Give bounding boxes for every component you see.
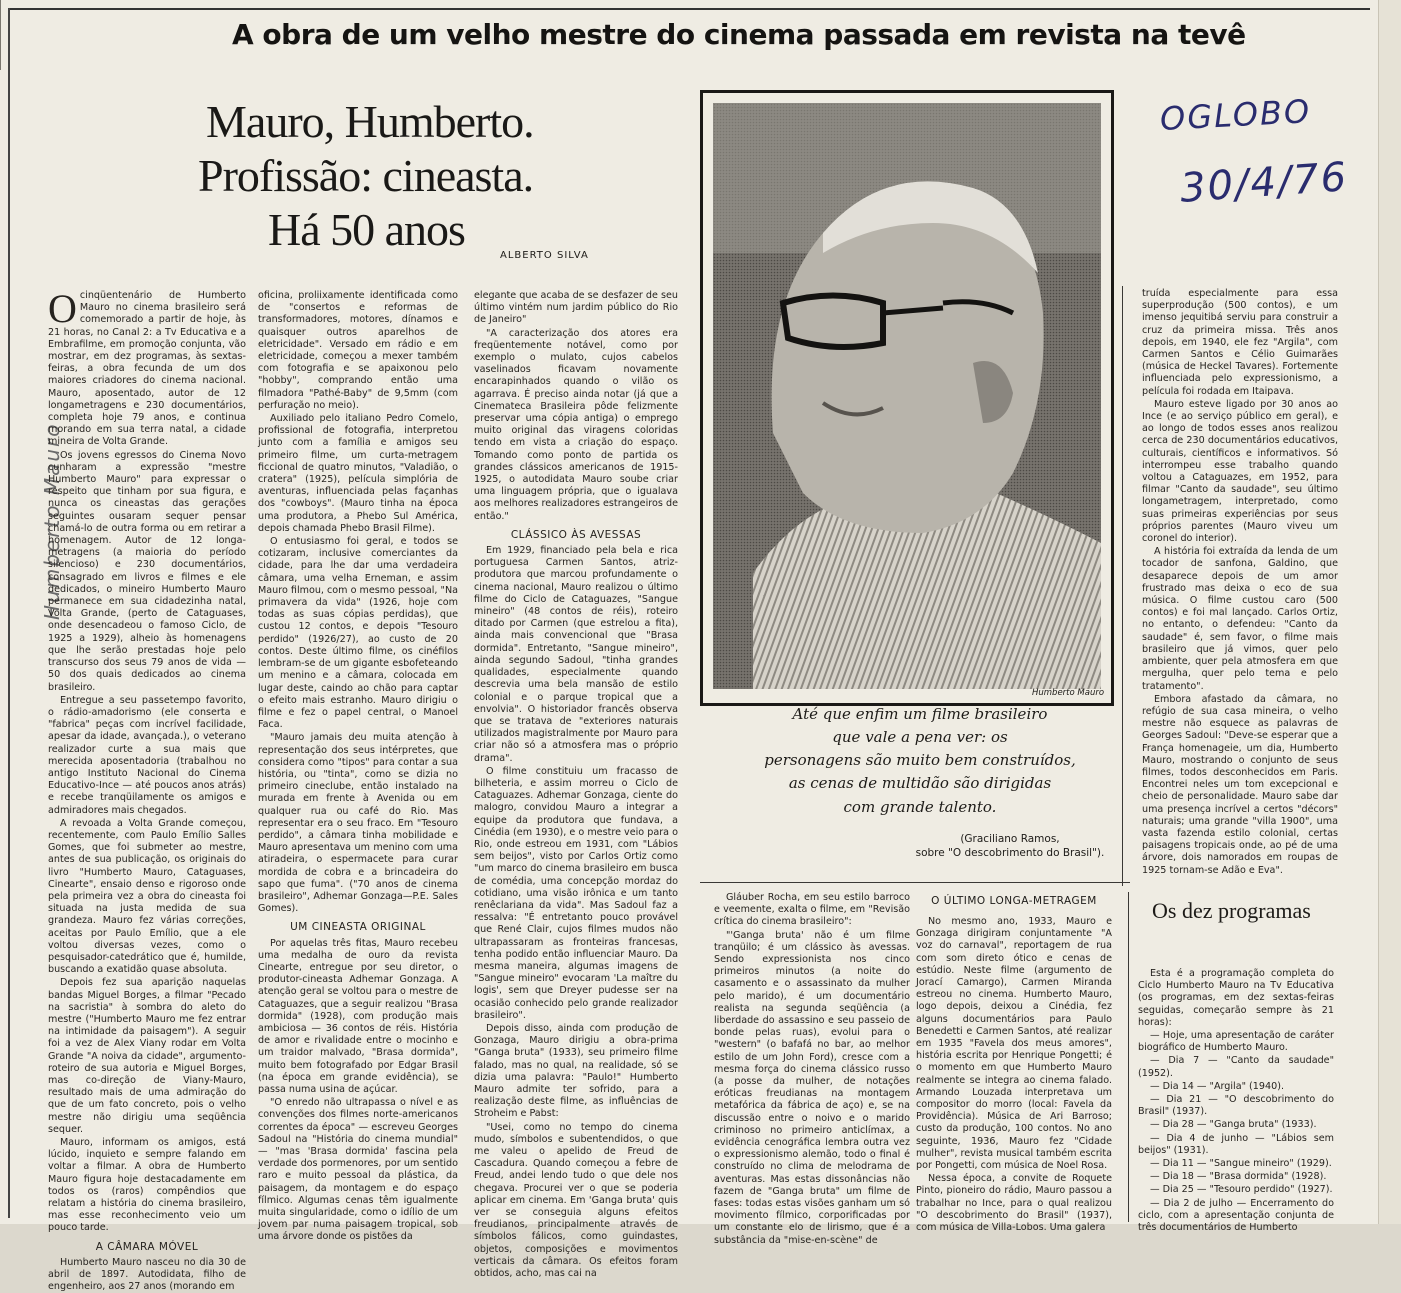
schedule-item: — Dia 14 — "Argila" (1940). bbox=[1150, 1080, 1284, 1092]
paragraph: O filme constituiu um fracasso de bilheteria, e assim morreu o Ciclo de Cataguazes. Adhemar Gonzaga, ciente do malogro, convidou Mauro a integrar a equipe da produtora que fundava, a Cinédia (em 1930), e o mestre veio para o Rio, onde estreou em 1931, com "Lábios sem beijos", visto por Carlos Ortiz como "um marco do cinema brasileiro em busca de comédia, uma concepção mordaz do cotidiano, uma visão irônica e um tanto renêclariana da vida". Mas Sadoul faz a ressalva: "É entretanto pouco provável que René Clair, cujos filmes mudos não ultrapassaram as fronteiras francesas, tenha podido então influenciar Mauro. Da mesma maneira, algumas imagens de "Sangue mineiro" evocaram 'La maître du logis', sem que Dreyer pudesse ser na ocasião conhecido pelo grande realizador brasileiro". bbox=[474, 765, 678, 1021]
pull-quote-line: que vale a pena ver: os bbox=[832, 728, 1008, 746]
paragraph: truída especialmente para essa superprodução (500 contos), e um imenso jequitibá serviu para construir a cruz da primeira missa. Três anos depois, em 1940, ele fez "Argila", com Carmen Santos e Célio Guimarães (música de Heckel Tavares). Fortemente influenciada pelo expressionismo, a película foi rodada em Itaipava. bbox=[1142, 288, 1338, 397]
fold-line bbox=[0, 0, 1, 70]
headline-line-3: Há 50 anos bbox=[268, 204, 465, 255]
byline: ALBERTO SILVA bbox=[500, 250, 589, 261]
pull-quote-source: (Graciliano Ramos, bbox=[960, 833, 1060, 845]
paragraph: Auxiliado pelo italiano Pedro Comelo, profissional de fotografia, interpretou junto com a família e amigos seu primeiro filme, um curta-metragem ficcional de quatro minutos, "Valadião, o cratera" (1925), película simplória de aventuras, influenciada pelas façanhas dos "cowboys". (Mauro tinha na época uma produtora, a Phebo Sul América, depois chamada Phebo Brasil Filme). bbox=[258, 413, 458, 534]
supertitle: A obra de um velho mestre do cinema passada em revista na tevê bbox=[232, 18, 1246, 51]
handwritten-newspaper-name: OGLOBO bbox=[1159, 92, 1313, 138]
headline-line-2: Profissão: cineasta. bbox=[198, 150, 534, 201]
schedule-item: — Dia 2 de julho — Encerramento do ciclo, com a apresentação conjunta de três documentários de Humberto bbox=[1138, 1197, 1334, 1234]
program-schedule bbox=[1138, 968, 1334, 1234]
paragraph: Os jovens egressos do Cinema Novo cunharam a expressão "mestre Humberto Mauro" para expressar o respeito que tinham por sua figura, e nunca os cineastas das gerações seguintes ousaram sequer pensar chamá-lo de outra forma ou em retirar a homenagem. Autor de 12 longa-metragens (a maioria do período silencioso) e 230 documentários, consagrado em livros e filmes e ele dedicados, o mineiro Humberto Mauro permanece em sua cidadezinha natal, Volta Grande, (perto de Cataguases, onde desencadeou o famoso Ciclo, de 1925 a 1929), alheio às homenagens que lhe serão prestadas hoje pelo transcurso dos seus 79 anos de vida — 50 dos quais dedicados ao cinema brasileiro. bbox=[48, 449, 246, 693]
paragraph: Por aquelas três fitas, Mauro recebeu uma medalha de ouro da revista Cinearte, entregue por seu diretor, o produtor-cineasta Adhemar Gonzaga. A atenção geral se voltou para o mestre de Cataguazes, que a seguir realizou "Brasa dormida" (1928), com produção mais ambiciosa — 36 contos de réis. História de amor e rivalidade entre o mocinho e um traidor malvado, "Brasa dormida", muito bem fotografado por Edgar Brasil (na época em grande evidência), se passa numa usina de açúcar. bbox=[258, 937, 458, 1095]
schedule-item: — Hoje, uma apresentação de caráter biográfico de Humberto Mauro. bbox=[1138, 1030, 1334, 1054]
paragraph: "'Ganga bruta' não é um filme tranqüilo; é um clássico às avessas. Sendo expressionista nos cinco primeiros minutos (a noite do casamento e o assassinato da mulher pelo marido), é um documentário realista na segunda seqüência (a liberdade do assassino e seu passeio de bonde pelas ruas), evolui para o "western" (o bafafá no bar, ao melhor estilo de um John Ford), cresce com a mesma força do cinema clássico russo (a posse da mulher, de notações eróticas freudianas na montagem metafórica da fábrica de aço) e, se na discussão entre o noivo e o marido criminoso no primeiro anticlímax, a evidência cenográfica lembra outra vez o expressionismo alemão, todo o final é construído no clima de melodrama de aventuras. Mas estas dissonâncias não fazem de "Ganga bruta" um filme de fases: todas estas visões ganham um só movimento fílmico, corporificadas por um constante elo de lirismo, que é a substância da "mise-en-scène" de bbox=[714, 929, 910, 1246]
schedule-item: — Dia 18 — "Brasa dormida" (1928). bbox=[1150, 1171, 1327, 1183]
headline-line-1: Mauro, Humberto. bbox=[206, 96, 534, 147]
column-divider bbox=[1122, 286, 1123, 886]
paragraph: Gláuber Rocha, em seu estilo barroco e veemente, exalta o filme, em "Revisão crítica do cinema brasileiro": bbox=[714, 892, 910, 928]
left-border bbox=[8, 8, 10, 1218]
article-column-2 bbox=[258, 290, 458, 1243]
article-column-4 bbox=[1142, 288, 1338, 880]
section-heading: UM CINEASTA ORIGINAL bbox=[290, 921, 426, 934]
paragraph: "Mauro jamais deu muita atenção à representação dos seus intérpretes, que considera como "tipos" para contar a sua história, ou "tinta", como se dizia no primeiro cineclube, então instalado na murada em frente à Avenida ou em qualquer rua ou café do Rio. Mas representar era o seu fraco. Em "Tesouro perdido", a câmara tinha mobilidade e Mauro apresentava um menino com uma atiradeira, o espermacete para curar mordida de cobra e a brincadeira do sapo que fuma". ("70 anos de cinema brasileiro", Adhemar Gonzaga—P.E. Sales Gomes). bbox=[258, 732, 458, 915]
pull-quote-line: personagens são muito bem construídos, bbox=[764, 751, 1076, 769]
paragraph: "Usei, como no tempo do cinema mudo, símbolos e subentendidos, o que me valeu o apelido de Freud de Cascadura. Quando começou a febre de Freud, andei lendo tudo o que dele nos chegava. Procurei ver o que se poderia aplicar em cinema. Em 'Ganga bruta' quis ver se conseguia alguns efeitos freudianos, principalmente através de símbolos fálicos, como guindastes, objetos, composições e movimentos verticais da câmara. Os efeitos foram obtidos, acho, mas cai na bbox=[474, 1121, 678, 1280]
section-heading: CLÁSSICO ÀS AVESSAS bbox=[510, 528, 642, 541]
portrait-illustration bbox=[713, 103, 1101, 689]
handwritten-margin-note: Humberto Mauro bbox=[40, 422, 64, 620]
paragraph: cinqüentenário de Humberto Mauro no cinema brasileiro será comemorado a partir de hoje, às 21 horas, no Canal 2: a Tv Educativa e a Embrafilme, em promoção conjunta, vão mostrar, em dez programas, às sextas-feiras, a obra fecunda de um dos maiores criadores do cinema nacional. Mauro, aposentado, autor de 12 longametragens e 230 documentários, completa hoje 79 anos, e continua morando em sua terra natal, a cidade mineira de Volta Grande. bbox=[48, 290, 246, 448]
schedule-item: — Dia 25 — "Tesouro perdido" (1927). bbox=[1150, 1184, 1333, 1196]
schedule-item: — Dia 4 de junho — "Lábios sem beijos" (1931). bbox=[1138, 1132, 1334, 1156]
photo-caption: Humberto Mauro bbox=[1032, 688, 1105, 698]
schedule-item: — Dia 21 — "O descobrimento do Brasil" (1937). bbox=[1138, 1094, 1334, 1118]
schedule-item: — Dia 7 — "Canto da saudade" (1952). bbox=[1138, 1055, 1334, 1079]
paragraph: O entusiasmo foi geral, e todos se cotizaram, inclusive comerciantes da cidade, para lhe dar uma verdadeira câmara, uma velha Erneman, e assim Mauro filmou, com o mesmo pessoal, "Na primavera da vida" (1926, hoje com todas as suas cópias perdidas), que custou 12 contos, e depois "Tesouro perdido" (1926/27), ao custo de 20 contos. Deste último filme, os cinéfilos lembram-se de um gigante esbofeteando um menino e a câmara, colocada em lugar deste, caindo ao chão para captar o efeito mais estranho. Mauro dirigiu o filme e fez o papel central, o Manoel Faca. bbox=[258, 536, 458, 731]
drop-cap: O bbox=[48, 286, 77, 331]
paragraph: Depois fez sua aparição naquelas bandas Miguel Borges, a filmar "Pecado na sacristia" à sombra do aleto do mestre ("Humberto Mauro me fez entrar na intimidade da paisagem"). A seguir foi a vez de Alex Viany rodar em Volta Grande "A noiva da cidade", argumento-roteiro de sua autoria e Miguel Borges, mas co-direção de Viany-Mauro, resultado mais de uma admiração do que de um fato concreto, pois o velho mestre não dirigiu uma seqüência sequer. bbox=[48, 977, 246, 1135]
article-column-1 bbox=[48, 286, 246, 1293]
paragraph: "O enredo não ultrapassa o nível e as convenções dos filmes norte-americanos correntes da época" — escreveu Georges Sadoul na "História do cinema mundial" — "mas 'Brasa dormida' fascina pela verdade dos pormenores, por um sentido raro e muito pessoal da plástica, da paisagem, da montagem e do espaço fílmico. Algumas cenas têm igualmente muita singularidade, como o idílio de um jovem par numa paisagem tropical, sob uma árvore donde os pistões da bbox=[258, 1097, 458, 1243]
pull-quote-line: com grande talento. bbox=[843, 798, 997, 816]
pull-quote-line: as cenas de multidão são dirigidas bbox=[788, 774, 1052, 792]
schedule-item: — Dia 11 — "Sangue mineiro" (1929). bbox=[1150, 1158, 1332, 1170]
paragraph: A revoada a Volta Grande começou, recentemente, com Paulo Emílio Salles Gomes, que foi submeter ao mestre, antes de sua publicação, os originais do livro "Humberto Mauro, Cataguases, Cinearte", ensaio denso e rigoroso onde pela primeira vez a obra do cineasta foi situada na justa medida de sua grandeza. Mauro fez várias correções, aceitas por Paulo Emílio, que a ele voltou diversas vezes, como o pesquisador-catedrático que é, humilde, buscando a exatidão quase absoluta. bbox=[48, 817, 246, 976]
section-heading: O ÚLTIMO LONGA-METRAGEM bbox=[931, 895, 1097, 907]
paragraph: Mauro, informam os amigos, está lúcido, inquieto e sempre falando em voltar a filmar. A obra de Humberto Mauro figura hoje destacadamente em todos os (raros) compêndios que relatam a história do cinema brasileiro, mas esse reconhecimento veio um pouco tarde. bbox=[48, 1137, 246, 1234]
portrait-photo bbox=[713, 103, 1101, 689]
column-divider bbox=[1128, 892, 1129, 1222]
schedule-item: — Dia 28 — "Ganga bruta" (1933). bbox=[1150, 1119, 1317, 1131]
article-column-5 bbox=[714, 892, 910, 1246]
sidebar-title: Os dez programas bbox=[1152, 898, 1311, 923]
paragraph: Embora afastado da câmara, no refúgio de sua casa mineira, o velho mestre não esquece as palavras de Georges Sadoul: "Deve-se esperar que a França homenageie, um dia, Humberto Mauro, mostrando o conjunto de seus filmes, todos desconhecidos em Paris. Encontrei neles um tom excepcional e cheio de personalidade. Mauro sabe dar uma presença incrível a certos "décors" naturais; uma grande "villa 1900", uma vasta fazenda estilo colonial, certas paisagens tropicais onde, ao pé de uma árvore, dois namorados em roupas de 1925 tornam-se Adão e Eva". bbox=[1142, 693, 1338, 876]
section-heading: A CÂMARA MÓVEL bbox=[95, 1240, 199, 1253]
pull-quote-line: Até que enfim um filme brasileiro bbox=[792, 705, 1048, 723]
paragraph: oficina, proliixamente identificada como de "consertos e reformas de transformadores, motores, dínamos e quaisquer outros aparelhos de eletricidade". Versado em rádio e em eletricidade, começou a mexer também com fotografia e se apaixonou pelo "hobby", comprando então uma filmadora "Pathé-Baby" de 9,5mm (com perfuração no meio). bbox=[258, 290, 458, 411]
article-column-3 bbox=[474, 290, 678, 1280]
article-column-6 bbox=[916, 916, 1112, 1234]
paragraph: Depois disso, ainda com produção de Gonzaga, Mauro dirigiu a obra-prima "Ganga bruta" (1933), seu primeiro filme falado, mas no qual, na realidade, só se dizia uma palavra: "Paulo!" Humberto Mauro admite ter sofrido, para a realização deste filme, as influências de Stroheim e Pabst: bbox=[474, 1022, 678, 1120]
top-rule bbox=[10, 8, 1370, 10]
mounting-board-edge bbox=[1378, 0, 1401, 1224]
paragraph: Em 1929, financiado pela bela e rica portuguesa Carmen Santos, atriz-produtora que marcou profundamente o cinema nacional, Mauro realizou o último filme do Ciclo de Cataguazes, "Sangue mineiro" (48 contos de réis), roteiro ditado por Carmen (que estrelou a fita), ainda mais convencional que "Brasa dormida". Entretanto, "Sangue mineiro", ainda segundo Sadoul, "tinha grandes qualidades, especialmente quando descrevia uma bela mansão de estilo colonial e o parque tropical que a envolvia". O historiador francês observa que se tratava de "exteriores naturais utilizados magistralmente por Mauro para criar não só a atmosfera mas o próprio drama". bbox=[474, 545, 678, 764]
paragraph: Mauro esteve ligado por 30 anos ao Ince (e ao serviço público em geral), e ao longo de todos esses anos realizou cerca de 230 documentários educativos, culturais, científicos e informativos. Só interrompeu esse trabalho quando voltou a Cataguazes, em 1952, para filmar "Canto da saudade", seu último longametragem, interpretado, como suas primeiras experiências por seus próprios parentes (Mauro viveu um coronel do interior). bbox=[1142, 398, 1338, 545]
pull-quote-source: sobre "O descobrimento do Brasil"). bbox=[915, 847, 1105, 859]
photo-frame bbox=[700, 90, 1114, 706]
paragraph: Humberto Mauro nasceu no dia 30 de abril de 1897. Autodidata, filho de engenheiro, aos 27 anos (morando em bbox=[48, 1256, 246, 1293]
paragraph: elegante que acaba de se desfazer de seu último vintém num jardim público do Rio de Janeiro" bbox=[474, 290, 678, 326]
paragraph: No mesmo ano, 1933, Mauro e Gonzaga dirigiram conjuntamente "A voz do carnaval", reportagem de rua com som direto ótico e cenas de estúdio. Neste filme (argumento de Jorací Camargo), Carmen Miranda estreou no cinema. Humberto Mauro, logo depois, deixou a Cinédia, fez alguns documentários para Paulo Benedetti e Carmen Santos, até realizar em 1935 "Favela dos meus amores", história escrita por Henrique Pongetti; é o momento em que Humberto Mauro realmente se integra ao cinema falado. Armando Louzada interpretava um compositor do morro (local: Favela da Providência). Música de Ari Barroso; custo da produção, 100 contos. No ano seguinte, 1936, Mauro fez "Cidade mulher", revista musical também escrita por Pongetti, com música de Noel Rosa. bbox=[916, 916, 1112, 1172]
paragraph: A história foi extraída da lenda de um tocador de sanfona, Galdino, que desaparece depois de um amor frustrado mas deixa o eco de sua música. O filme custou caro (500 contos) e foi mal lançado. Carlos Ortiz, no entanto, o defendeu: "Canto da saudade" é, sem favor, o filme mais brasileiro que já vimos, quer pelo ambiente, quer pela atmosfera em que mergulha, quer pelo tema e pelo tratamento". bbox=[1142, 546, 1338, 692]
paragraph: Entregue a seu passetempo favorito, o rádio-amadorismo (ele conserta e "fabrica" peças com incrível facilidade, apesar da idade, avançada.), o veterano realizador curte a sua mais que merecida aposentadoria (trabalhou no antigo Instituto Nacional do Cinema Educativo-Ince — até poucos anos atrás) e recebe tranqüilamente os amigos e admiradores mais chegados. bbox=[48, 694, 246, 816]
paragraph: "A caracterização dos atores era freqüentemente notável, como por exemplo o mulato, cujos cabelos vaselinados ficavam novamente encarapinhados quando o vilão os agarrava. É preciso ainda notar (já que a Cinemateca Brasileira pôde felizmente preservar uma cópia antiga) o emprego muito original das viragens coloridas tendo em vista a criação do espaço. Tomando como ponto de partida os grandes clássicos americanos de 1915-1925, o autodidata Mauro soube criar uma linguagem própria, que o igualava aos melhores realizadores estrangeiros de então." bbox=[474, 327, 678, 522]
paragraph: Nessa época, a convite de Roquete Pinto, pioneiro do rádio, Mauro passou a trabalhar no Ince, para o qual realizou "O descobrimento do Brasil" (1937), com música de Villa-Lobos. Uma galera bbox=[916, 1173, 1112, 1234]
handwritten-date: 30/4/76 bbox=[1178, 154, 1350, 212]
paragraph: Esta é a programação completa do Ciclo Humberto Mauro na Tv Educativa (os programas, em dez sextas-feiras seguidas, começarão sempre às 21 horas): bbox=[1138, 968, 1334, 1028]
section-divider bbox=[700, 882, 1130, 883]
